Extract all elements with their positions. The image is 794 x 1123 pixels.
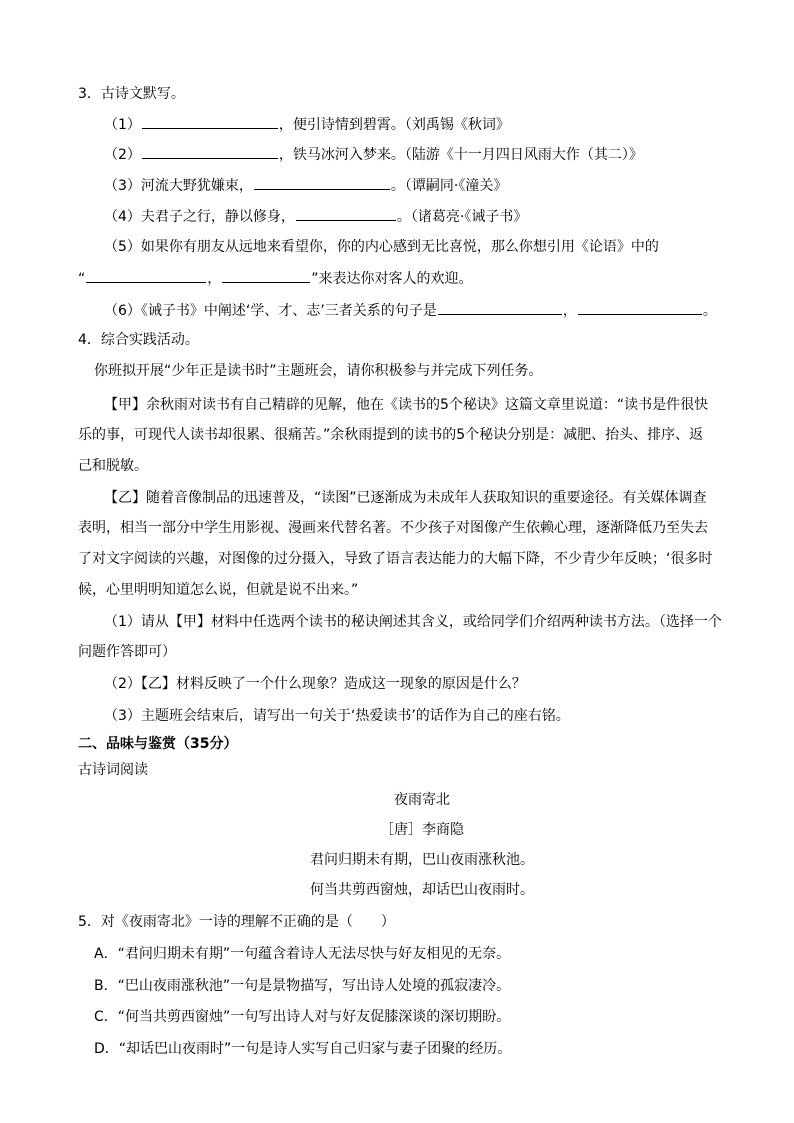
q5-option-c[interactable] [94, 1007, 510, 1027]
q3-item-5-blank-2[interactable] [222, 268, 310, 283]
q5-stem [78, 912, 395, 932]
q4-task-1 [104, 612, 722, 632]
q4-task-1-cont-text: 问题作答即可） [78, 644, 176, 660]
q4-yi-line-2 [78, 518, 708, 538]
q3-item-3-suffix: 。（谭嗣同·《潼关》 [390, 178, 508, 194]
q4-jia-text-1: 【甲】余秋雨对读书有自己精辟的见解，他在《读书的5个秘诀》这篇文章里说道：“读书是件很快 [104, 397, 709, 413]
q3-item-5-blank-1[interactable] [86, 268, 206, 283]
q4-yi-line-4 [78, 580, 358, 600]
poem-title [0, 790, 794, 810]
q3-item-2 [104, 144, 643, 165]
q4-yi-text-1: 【乙】随着音像制品的迅速普及，“读图”已逐渐成为未成年人获取知识的重要途径。有关媒体调查 [104, 490, 707, 506]
q3-item-3-prefix: （3）河流大野犹嫌束， [104, 178, 253, 194]
q3-item-2-blank[interactable] [142, 144, 278, 159]
q4-yi-text-3: 了对文字阅读的兴趣，对图像的过分摄入，导致了语言表达能力的大幅下降，不少青少年反映；‘很多时 [78, 551, 713, 567]
q5-stem-text: 5．对《夜雨寄北》一诗的理解不正确的是（ ） [78, 914, 395, 930]
q3-title [78, 84, 185, 104]
q3-item-4-suffix: 。（诸葛亮·《诫子书》 [396, 209, 528, 225]
q4-yi-line-1 [104, 488, 707, 508]
q5-option-a-text: A．“君问归期未有期”一句蕴含着诗人无法尽快与好友相见的无奈。 [94, 946, 511, 962]
q3-item-6-suffix: 。 [702, 303, 717, 319]
q3-title-text: 3．古诗文默写。 [78, 86, 185, 102]
q3-item-4 [104, 206, 527, 227]
q3-item-4-prefix: （4）夫君子之行，静以修身， [104, 209, 295, 225]
q4-jia-line-3 [78, 456, 148, 476]
q3-item-6-comma: ， [562, 303, 577, 319]
q5-option-d-text: D．“却话巴山夜雨时”一句是诗人实写自己归家与妻子团聚的经历。 [94, 1041, 512, 1057]
poem-author-text: ［唐］李商隐 [380, 822, 464, 838]
q5-option-b[interactable] [94, 976, 510, 996]
q3-item-5-comma: ， [207, 271, 222, 287]
q4-task-3-text: （3）主题班会结束后，请写出一句关于‘热爱读书’的话作为自己的座右铭。 [104, 708, 570, 724]
q3-item-4-blank[interactable] [296, 206, 396, 221]
q4-task-3 [104, 706, 570, 726]
section2-subtitle-text: 古诗词阅读 [78, 762, 148, 778]
q5-option-a[interactable] [94, 944, 510, 964]
poem-line-1 [0, 850, 794, 870]
q4-intro-text: 你班拟开展“少年正是读书时”主题班会，请你积极参与并完成下列任务。 [94, 363, 543, 379]
q3-item-5 [104, 237, 659, 257]
section2-subtitle [78, 760, 148, 780]
q4-yi-text-4: 候，心里明明知道怎么说，但就是说不出来。” [78, 582, 359, 598]
q3-item-6-blank-1[interactable] [438, 300, 562, 315]
q3-item-5-text: （5）如果你有朋友从远地来看望你，你的内心感到无比喜悦，那么你想引用《论语》中的 [104, 239, 659, 255]
q3-item-5-suffix: ”来表达你对客人的欢迎。 [311, 271, 473, 287]
q3-item-3-blank[interactable] [254, 175, 390, 190]
q3-item-1-prefix: （1） [104, 117, 141, 133]
q4-jia-line-2 [78, 425, 703, 445]
q3-item-2-suffix: ，铁马冰河入梦来。（陆游《十一月四日风雨大作（其二）》 [278, 147, 643, 163]
q4-task-1-text: （1）请从【甲】材料中任选两个读书的秘诀阐述其含义，或给同学们介绍两种读书方法。（选择一个 [104, 614, 722, 630]
q4-yi-text-2: 表明，相当一部分中学生用影视、漫画来代替名著。不少孩子对图像产生依赖心理，逐渐降低乃至失去 [78, 520, 708, 536]
q3-item-6-blank-2[interactable] [578, 300, 702, 315]
poem-line-2-text: 何当共剪西窗烛，却话巴山夜雨时。 [310, 882, 534, 898]
q5-option-c-text: C．“何当共剪西窗烛”一句写出诗人对与好友促膝深谈的深切期盼。 [94, 1009, 511, 1025]
q4-title-text: 4．综合实践活动。 [78, 332, 199, 348]
poem-line-2 [0, 880, 794, 900]
q3-item-1 [104, 114, 510, 135]
q4-jia-text-3: 己和脱敏。 [78, 458, 148, 474]
q5-option-d[interactable] [94, 1039, 511, 1059]
q3-item-1-suffix: ，便引诗情到碧霄。（刘禹锡《秋词》 [278, 117, 510, 133]
section2-title-text: 二、品味与鉴赏（35分） [78, 736, 238, 752]
q3-item-6 [104, 300, 717, 321]
q4-intro [94, 361, 543, 381]
q4-jia-text-2: 乐的事，可现代人读书却很累、很痛苦。”余秋雨提到的读书的5个秘诀分别是：减肥、抬头、排序、返 [78, 427, 704, 443]
q3-item-5-open-quote: “ [78, 271, 86, 287]
poem-title-text: 夜雨寄北 [394, 792, 450, 808]
q3-item-2-prefix: （2） [104, 147, 141, 163]
q4-task-1-cont [78, 642, 176, 662]
q4-yi-line-3 [78, 549, 712, 569]
q4-task-2-text: （2）【乙】材料反映了一个什么现象？造成这一现象的原因是什么？ [104, 676, 526, 692]
q4-task-2 [104, 674, 526, 694]
q3-item-1-blank[interactable] [142, 114, 278, 129]
q3-item-5-cont [78, 268, 473, 289]
section2-title [78, 734, 237, 754]
q3-item-6-prefix: （6）《诫子书》中阐述‘学、才、志’三者关系的句子是 [104, 303, 437, 319]
poem-line-1-text: 君问归期未有期，巴山夜雨涨秋池。 [310, 852, 534, 868]
q5-option-b-text: B．“巴山夜雨涨秋池”一句是景物描写，写出诗人处境的孤寂凄冷。 [94, 978, 511, 994]
q4-title [78, 330, 199, 350]
q4-jia-line-1 [104, 395, 708, 415]
poem-author [0, 820, 794, 840]
q3-item-3 [104, 175, 507, 196]
